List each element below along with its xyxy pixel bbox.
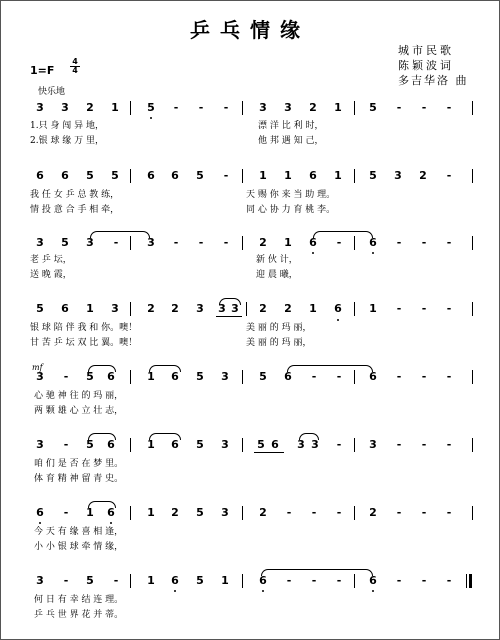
- octave-dot: [312, 252, 314, 254]
- note: 6: [171, 574, 179, 587]
- note: 6: [271, 438, 279, 451]
- barline: [354, 370, 355, 384]
- note: 6: [171, 370, 179, 383]
- dash: -: [63, 574, 69, 587]
- dash: -: [421, 101, 427, 114]
- lyric-verse-1: 今 天 有 缘 喜 相 逢，: [34, 527, 124, 537]
- note: 3: [111, 302, 119, 315]
- dash: -: [311, 506, 317, 519]
- dash: -: [396, 438, 402, 451]
- note: 3: [147, 236, 155, 249]
- note: 6: [284, 370, 292, 383]
- slur: [219, 298, 241, 305]
- dash: -: [173, 101, 179, 114]
- meter-top: 4: [72, 57, 78, 66]
- note: 5: [86, 438, 94, 451]
- note: 5: [196, 169, 204, 182]
- lyric-verse-2: 体 育 精 神 留 青 史。: [34, 474, 124, 484]
- lyric-verse-1: 银 球 陪 伴 我 和 你。噢！: [30, 323, 138, 333]
- dash: -: [446, 236, 452, 249]
- lyric-source: 城市民歌: [398, 44, 454, 57]
- note: 2: [259, 236, 267, 249]
- note: 3: [221, 438, 229, 451]
- note: 1: [309, 302, 317, 315]
- note: 5: [86, 169, 94, 182]
- note: 1: [369, 302, 377, 315]
- note: 5: [196, 438, 204, 451]
- note: 6: [61, 302, 69, 315]
- octave-dot: [337, 319, 339, 321]
- note: 3: [221, 506, 229, 519]
- note: 3: [311, 438, 319, 451]
- dash: -: [446, 438, 452, 451]
- dash: -: [446, 370, 452, 383]
- dash: -: [223, 236, 229, 249]
- dash: -: [396, 574, 402, 587]
- dash: -: [396, 370, 402, 383]
- tie: [261, 569, 373, 576]
- dash: -: [198, 101, 204, 114]
- dash: -: [336, 506, 342, 519]
- barline: [472, 302, 473, 316]
- slur: [299, 433, 319, 440]
- note: 6: [369, 370, 377, 383]
- slur: [88, 501, 116, 508]
- lyric-verse-2: 甘 苦 乒 坛 双 比 翼。噢！: [30, 338, 138, 348]
- barline: [242, 506, 243, 520]
- underline: [216, 316, 242, 317]
- note: 2: [284, 302, 292, 315]
- barline: [242, 370, 243, 384]
- note: 6: [107, 370, 115, 383]
- note: 5: [61, 236, 69, 249]
- note: 3: [218, 302, 226, 315]
- dash: -: [223, 169, 229, 182]
- dash: -: [421, 370, 427, 383]
- dash: -: [223, 101, 229, 114]
- note: 5: [36, 302, 44, 315]
- note: 6: [36, 506, 44, 519]
- lyric-verse-1: 美 丽 的 玛 丽，: [246, 323, 312, 333]
- note: 1: [284, 236, 292, 249]
- octave-dot: [262, 590, 264, 592]
- note: 5: [86, 574, 94, 587]
- dash: -: [396, 506, 402, 519]
- dash: -: [63, 370, 69, 383]
- dash: -: [311, 574, 317, 587]
- octave-dot: [110, 522, 112, 524]
- barline: [130, 438, 131, 452]
- dash: -: [63, 506, 69, 519]
- barline: [472, 169, 473, 183]
- note: 6: [309, 169, 317, 182]
- note: 3: [221, 370, 229, 383]
- barline: [242, 101, 243, 115]
- dash: -: [336, 574, 342, 587]
- dash: -: [396, 302, 402, 315]
- note: 1: [147, 574, 155, 587]
- barline: [354, 169, 355, 183]
- note: 5: [111, 169, 119, 182]
- dash: -: [446, 574, 452, 587]
- dash: -: [421, 236, 427, 249]
- note: 3: [297, 438, 305, 451]
- note: 3: [284, 101, 292, 114]
- lyric-verse-2: 同 心 协 力 育 桃 李。: [246, 205, 336, 215]
- note: 5: [86, 370, 94, 383]
- barline: [246, 302, 247, 316]
- note: 1: [86, 302, 94, 315]
- barline: [354, 438, 355, 452]
- note: 5: [369, 101, 377, 114]
- note: 1: [221, 574, 229, 587]
- barline: [130, 236, 131, 250]
- lyric-verse-1: 心 驰 神 往 的 玛 丽，: [34, 391, 124, 401]
- octave-dot: [372, 252, 374, 254]
- dash: -: [446, 101, 452, 114]
- barline: [354, 101, 355, 115]
- lyric-verse-2: 乒 乓 世 界 花 并 蒂。: [34, 610, 124, 620]
- barline: [130, 169, 131, 183]
- tempo-marking: 快乐地: [38, 87, 66, 97]
- barline: [130, 370, 131, 384]
- meter-bottom: 4: [70, 66, 80, 75]
- octave-dot: [372, 590, 374, 592]
- lyric-verse-2: 小 小 银 球 牵 情 缘，: [34, 542, 124, 552]
- note: 2: [147, 302, 155, 315]
- lyric-verse-1: 漂 洋 比 利 时，: [258, 121, 324, 131]
- lyric-verse-2: 他 邦 遇 知 己，: [258, 136, 324, 146]
- barline: [472, 370, 473, 384]
- final-barline-thick: [469, 574, 472, 588]
- dash: -: [113, 236, 119, 249]
- dash: -: [198, 236, 204, 249]
- note: 6: [171, 169, 179, 182]
- lyric-verse-1: 我 任 女 乒 总 教 练，: [30, 190, 120, 200]
- barline: [354, 302, 355, 316]
- note: 2: [259, 506, 267, 519]
- note: 3: [394, 169, 402, 182]
- lyric-verse-2: 情 投 意 合 手 相 牵，: [30, 205, 120, 215]
- dash: -: [421, 302, 427, 315]
- dash: -: [446, 169, 452, 182]
- note: 6: [36, 169, 44, 182]
- note: 2: [369, 506, 377, 519]
- note: 1: [259, 169, 267, 182]
- note: 2: [171, 302, 179, 315]
- barline: [130, 506, 131, 520]
- barline: [130, 574, 131, 588]
- note: 3: [36, 574, 44, 587]
- note: 3: [196, 302, 204, 315]
- barline: [354, 574, 355, 588]
- barline: [472, 101, 473, 115]
- note: 6: [259, 574, 267, 587]
- dash: -: [446, 302, 452, 315]
- dash: -: [336, 236, 342, 249]
- underline: [254, 452, 284, 453]
- dash: -: [421, 438, 427, 451]
- note: 1: [147, 438, 155, 451]
- note: 2: [259, 302, 267, 315]
- note: 1: [147, 506, 155, 519]
- note: 3: [86, 236, 94, 249]
- slur: [149, 433, 181, 440]
- note: 3: [36, 370, 44, 383]
- dash: -: [336, 370, 342, 383]
- note: 1: [334, 169, 342, 182]
- composer: 多吉华洛 曲: [398, 74, 469, 87]
- dash: -: [421, 506, 427, 519]
- barline: [472, 438, 473, 452]
- note: 6: [107, 438, 115, 451]
- lyric-verse-1: 咱 们 是 否 在 梦 里。: [34, 459, 124, 469]
- slur: [88, 365, 116, 372]
- lyric-verse-2: 迎 晨 曦，: [256, 270, 298, 280]
- tie: [287, 365, 373, 372]
- note: 2: [309, 101, 317, 114]
- dash: -: [396, 236, 402, 249]
- barline: [354, 236, 355, 250]
- note: 2: [171, 506, 179, 519]
- barline: [242, 236, 243, 250]
- final-barline-thin: [466, 574, 467, 588]
- note: 6: [334, 302, 342, 315]
- note: 5: [196, 370, 204, 383]
- barline: [242, 574, 243, 588]
- note: 3: [36, 236, 44, 249]
- dash: -: [396, 101, 402, 114]
- note: 1: [147, 370, 155, 383]
- octave-dot: [174, 590, 176, 592]
- barline: [130, 101, 131, 115]
- note: 1: [334, 101, 342, 114]
- slur: [149, 365, 181, 372]
- time-signature: [70, 58, 80, 75]
- lyric-verse-2: 送 晚 霞，: [30, 270, 72, 280]
- note: 6: [369, 236, 377, 249]
- note: 5: [147, 101, 155, 114]
- dash: -: [173, 236, 179, 249]
- lyric-verse-1: 老 乒 坛，: [30, 255, 72, 265]
- note: 5: [196, 574, 204, 587]
- note: 1: [86, 506, 94, 519]
- barline: [472, 506, 473, 520]
- dash: -: [421, 574, 427, 587]
- barline: [130, 302, 131, 316]
- key-signature: 1=F: [30, 64, 55, 77]
- note: 6: [107, 506, 115, 519]
- dash: -: [63, 438, 69, 451]
- lyric-verse-1: 天 赐 你 来 当 助 理。: [246, 190, 336, 200]
- lyric-verse-1: 新 伙 计，: [256, 255, 298, 265]
- lyric-verse-2: 两 颗 雄 心 立 壮 志，: [34, 406, 124, 416]
- lyric-verse-1: 1.只 身 闯 异 地，: [30, 121, 105, 131]
- note: 6: [171, 438, 179, 451]
- lyric-verse-2: 美 丽 的 玛 丽，: [246, 338, 312, 348]
- dash: -: [336, 438, 342, 451]
- barline: [472, 236, 473, 250]
- note: 5: [259, 370, 267, 383]
- lyricist: 陈颖波词: [398, 59, 454, 72]
- note: 1: [111, 101, 119, 114]
- song-title: 乒乓情缘: [190, 18, 310, 42]
- note: 6: [369, 574, 377, 587]
- octave-dot: [150, 117, 152, 119]
- lyric-verse-1: 何 日 有 幸 结 连 理。: [34, 595, 124, 605]
- note: 6: [147, 169, 155, 182]
- dash: -: [311, 370, 317, 383]
- note: 6: [61, 169, 69, 182]
- barline: [354, 506, 355, 520]
- note: 3: [61, 101, 69, 114]
- note: 6: [309, 236, 317, 249]
- barline: [242, 438, 243, 452]
- dash: -: [446, 506, 452, 519]
- slur: [88, 433, 116, 440]
- tie: [90, 231, 150, 238]
- note: 1: [284, 169, 292, 182]
- lyric-verse-2: 2.银 球 缘 万 里，: [30, 136, 105, 146]
- note: 3: [259, 101, 267, 114]
- note: 2: [419, 169, 427, 182]
- note: 3: [36, 438, 44, 451]
- note: 5: [196, 506, 204, 519]
- note: 3: [36, 101, 44, 114]
- tie: [313, 231, 373, 238]
- note: 3: [231, 302, 239, 315]
- barline: [242, 169, 243, 183]
- note: 2: [86, 101, 94, 114]
- dash: -: [113, 574, 119, 587]
- dynamic-marking: mf: [32, 363, 43, 372]
- note: 5: [369, 169, 377, 182]
- note: 3: [369, 438, 377, 451]
- dash: -: [286, 506, 292, 519]
- note: 5: [257, 438, 265, 451]
- dash: -: [286, 574, 292, 587]
- octave-dot: [39, 522, 41, 524]
